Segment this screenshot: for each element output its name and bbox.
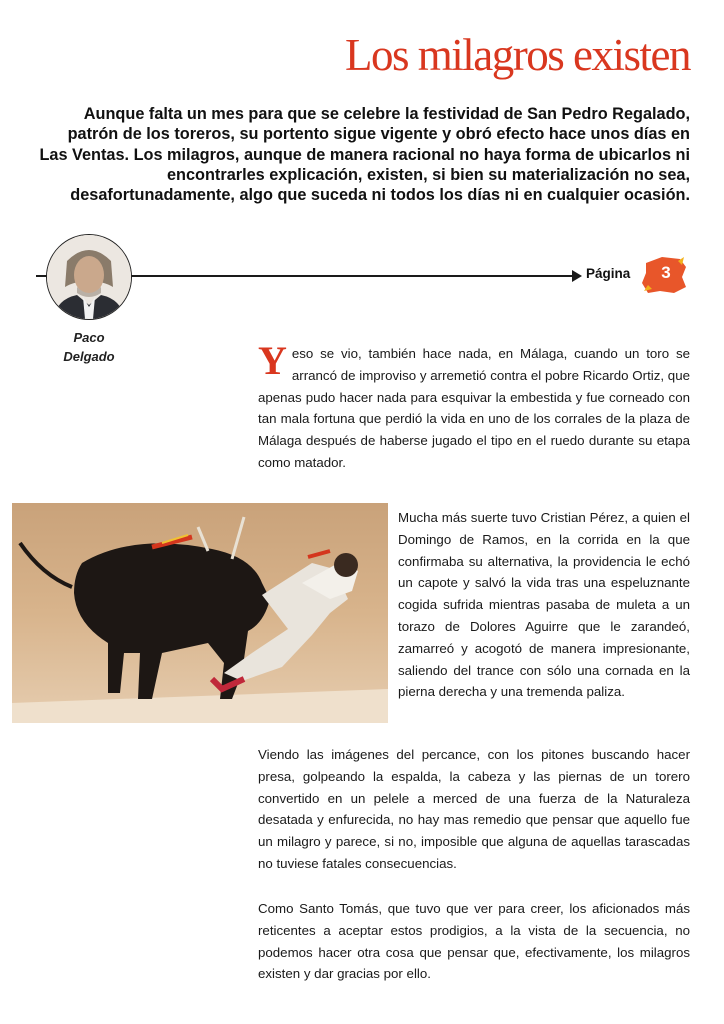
author-last-name: Delgado [63, 349, 115, 364]
article-title: Los milagros existen [345, 30, 690, 80]
paragraph-1 [258, 338, 690, 474]
author-first-name: Paco [73, 330, 105, 345]
page-number: 3 [661, 263, 671, 282]
paragraph-1-text: eso se vio, también hace nada, en Málaga, cuando un toro se arrancó de improviso y arremetió contra el pobre Ricardo Ortiz, que apenas pudo hacer nada para esquivar la embestida y fue corneado con tan mala fortuna que perdió la vida en uno de los corrales de la plaza de Málaga después de haberse jugado el tipo en el ruedo durante su etapa como matador. [258, 346, 690, 470]
paragraph-4: Como Santo Tomás, que tuvo que ver para creer, los aficionados más reticentes a aceptar estos prodigios, a la vista de la secuencia, no podemos hacer otra cosa que pensar que, efectivamente, los milagros existen y dar gracias por ello. [258, 901, 690, 982]
bullfight-photo [12, 503, 388, 723]
arrow-right-icon [572, 270, 582, 282]
page-label: Página [586, 266, 631, 281]
drop-cap: Y [258, 338, 287, 383]
article-lead: Aunque falta un mes para que se celebre la festividad de San Pedro Regalado, patrón de los toreros, su portento sigue vigente y obró efecto hace unos días en Las Ventas. Los milagros, aunque de manera racional no haya forma de ubicarlos ni encontrarles explicación, existen, si bien su materialización no sea, desafortunadamente, algo que suceda ni todos los días ni en cualquier ocasión. [39, 105, 690, 205]
author-name [46, 328, 132, 366]
author-avatar [46, 234, 132, 320]
paragraph-3: Viendo las imágenes del percance, con los pitones buscando hacer presa, golpeando la espalda, la cabeza y las piernas de un torero convertido en un pelele a merced de una fuerza de la Naturaleza desatada y enfurecida, no hay mas remedio que pensar que aquello fue un milagro y parece, si no, imposible que alguna de aquellas tarascadas no tuviese fatales consecuencias. [258, 747, 690, 871]
paragraph-2: Mucha más suerte tuvo Cristian Pérez, a quien el Domingo de Ramos, en la corrida en la que confirmaba su alternativa, la providencia le echó un capote y salvó la vida tras una espeluznante cogida sufrida mientras pasaba de muleta a un torazo de Dolores Aguirre que le zarandeó, zamarreó y acogotó de manera impresionante, saliendo del trance con sólo una cornada en la pierna derecha y una tremenda paliza. [398, 510, 690, 700]
